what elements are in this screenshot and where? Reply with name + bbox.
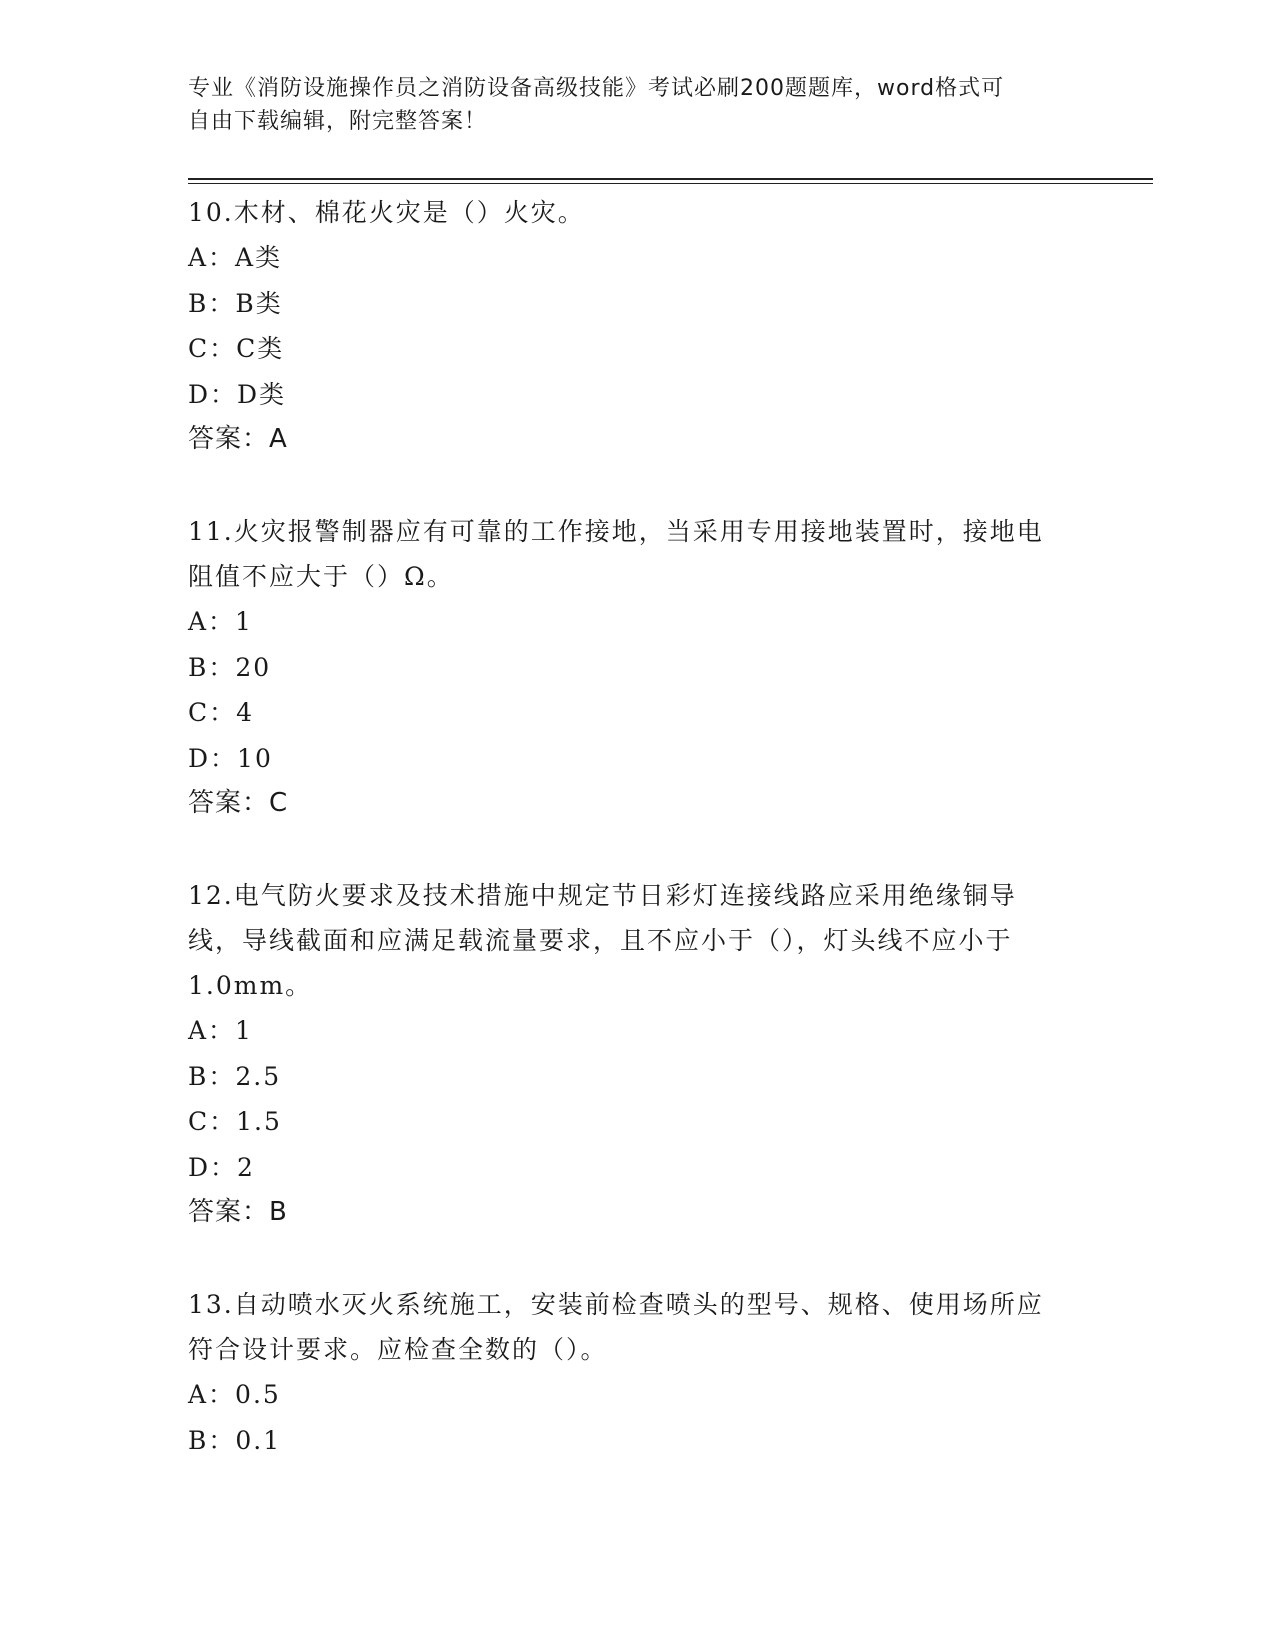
option-c: C：4 <box>188 698 255 727</box>
option-a: A：1 <box>188 1016 253 1045</box>
document-header <box>188 72 1068 138</box>
option-a: A：A类 <box>188 243 283 272</box>
header-divider <box>188 178 1153 184</box>
question-12 <box>188 873 1148 1235</box>
question-stem: 10.木材、棉花火灾是（）火灾。 <box>188 198 585 227</box>
option-c: C：C类 <box>188 334 285 363</box>
option-b: B：0.1 <box>188 1425 282 1455</box>
answer: 答案：B <box>188 1197 288 1227</box>
answer: 答案：C <box>188 788 289 818</box>
option-a: A：1 <box>188 607 253 636</box>
option-c: C：1.5 <box>188 1107 282 1136</box>
question-list <box>188 190 1148 1463</box>
question-13 <box>188 1282 1148 1463</box>
option-d: D：10 <box>188 743 273 773</box>
answer: 答案：A <box>188 424 288 454</box>
header-line-1: 专业《消防设施操作员之消防设备高级技能》考试必刷200题题库，word格式可 <box>188 76 1005 101</box>
option-a: A：0.5 <box>188 1380 281 1409</box>
option-b: B：20 <box>188 652 272 682</box>
option-b: B：B类 <box>188 288 283 318</box>
option-d: D：D类 <box>188 379 287 409</box>
header-line-2: 自由下载编辑，附完整答案！ <box>188 109 488 134</box>
question-stem: 12.电气防火要求及技术措施中规定节日彩灯连接线路应采用绝缘铜导线，导线截面和应满足载流量要求，且不应小于（），灯头线不应小于1.0mm。 <box>188 881 1017 1000</box>
document-page <box>188 72 1148 1510</box>
question-stem: 13.自动喷水灭火系统施工，安装前检查喷头的型号、规格、使用场所应符合设计要求。应检查全数的（）。 <box>188 1290 1044 1364</box>
option-b: B：2.5 <box>188 1061 282 1091</box>
option-d: D：2 <box>188 1152 255 1182</box>
question-10 <box>188 190 1148 462</box>
question-stem: 11.火灾报警制器应有可靠的工作接地，当采用专用接地装置时，接地电阻值不应大于（）Ω。 <box>188 517 1044 591</box>
question-11 <box>188 509 1148 826</box>
